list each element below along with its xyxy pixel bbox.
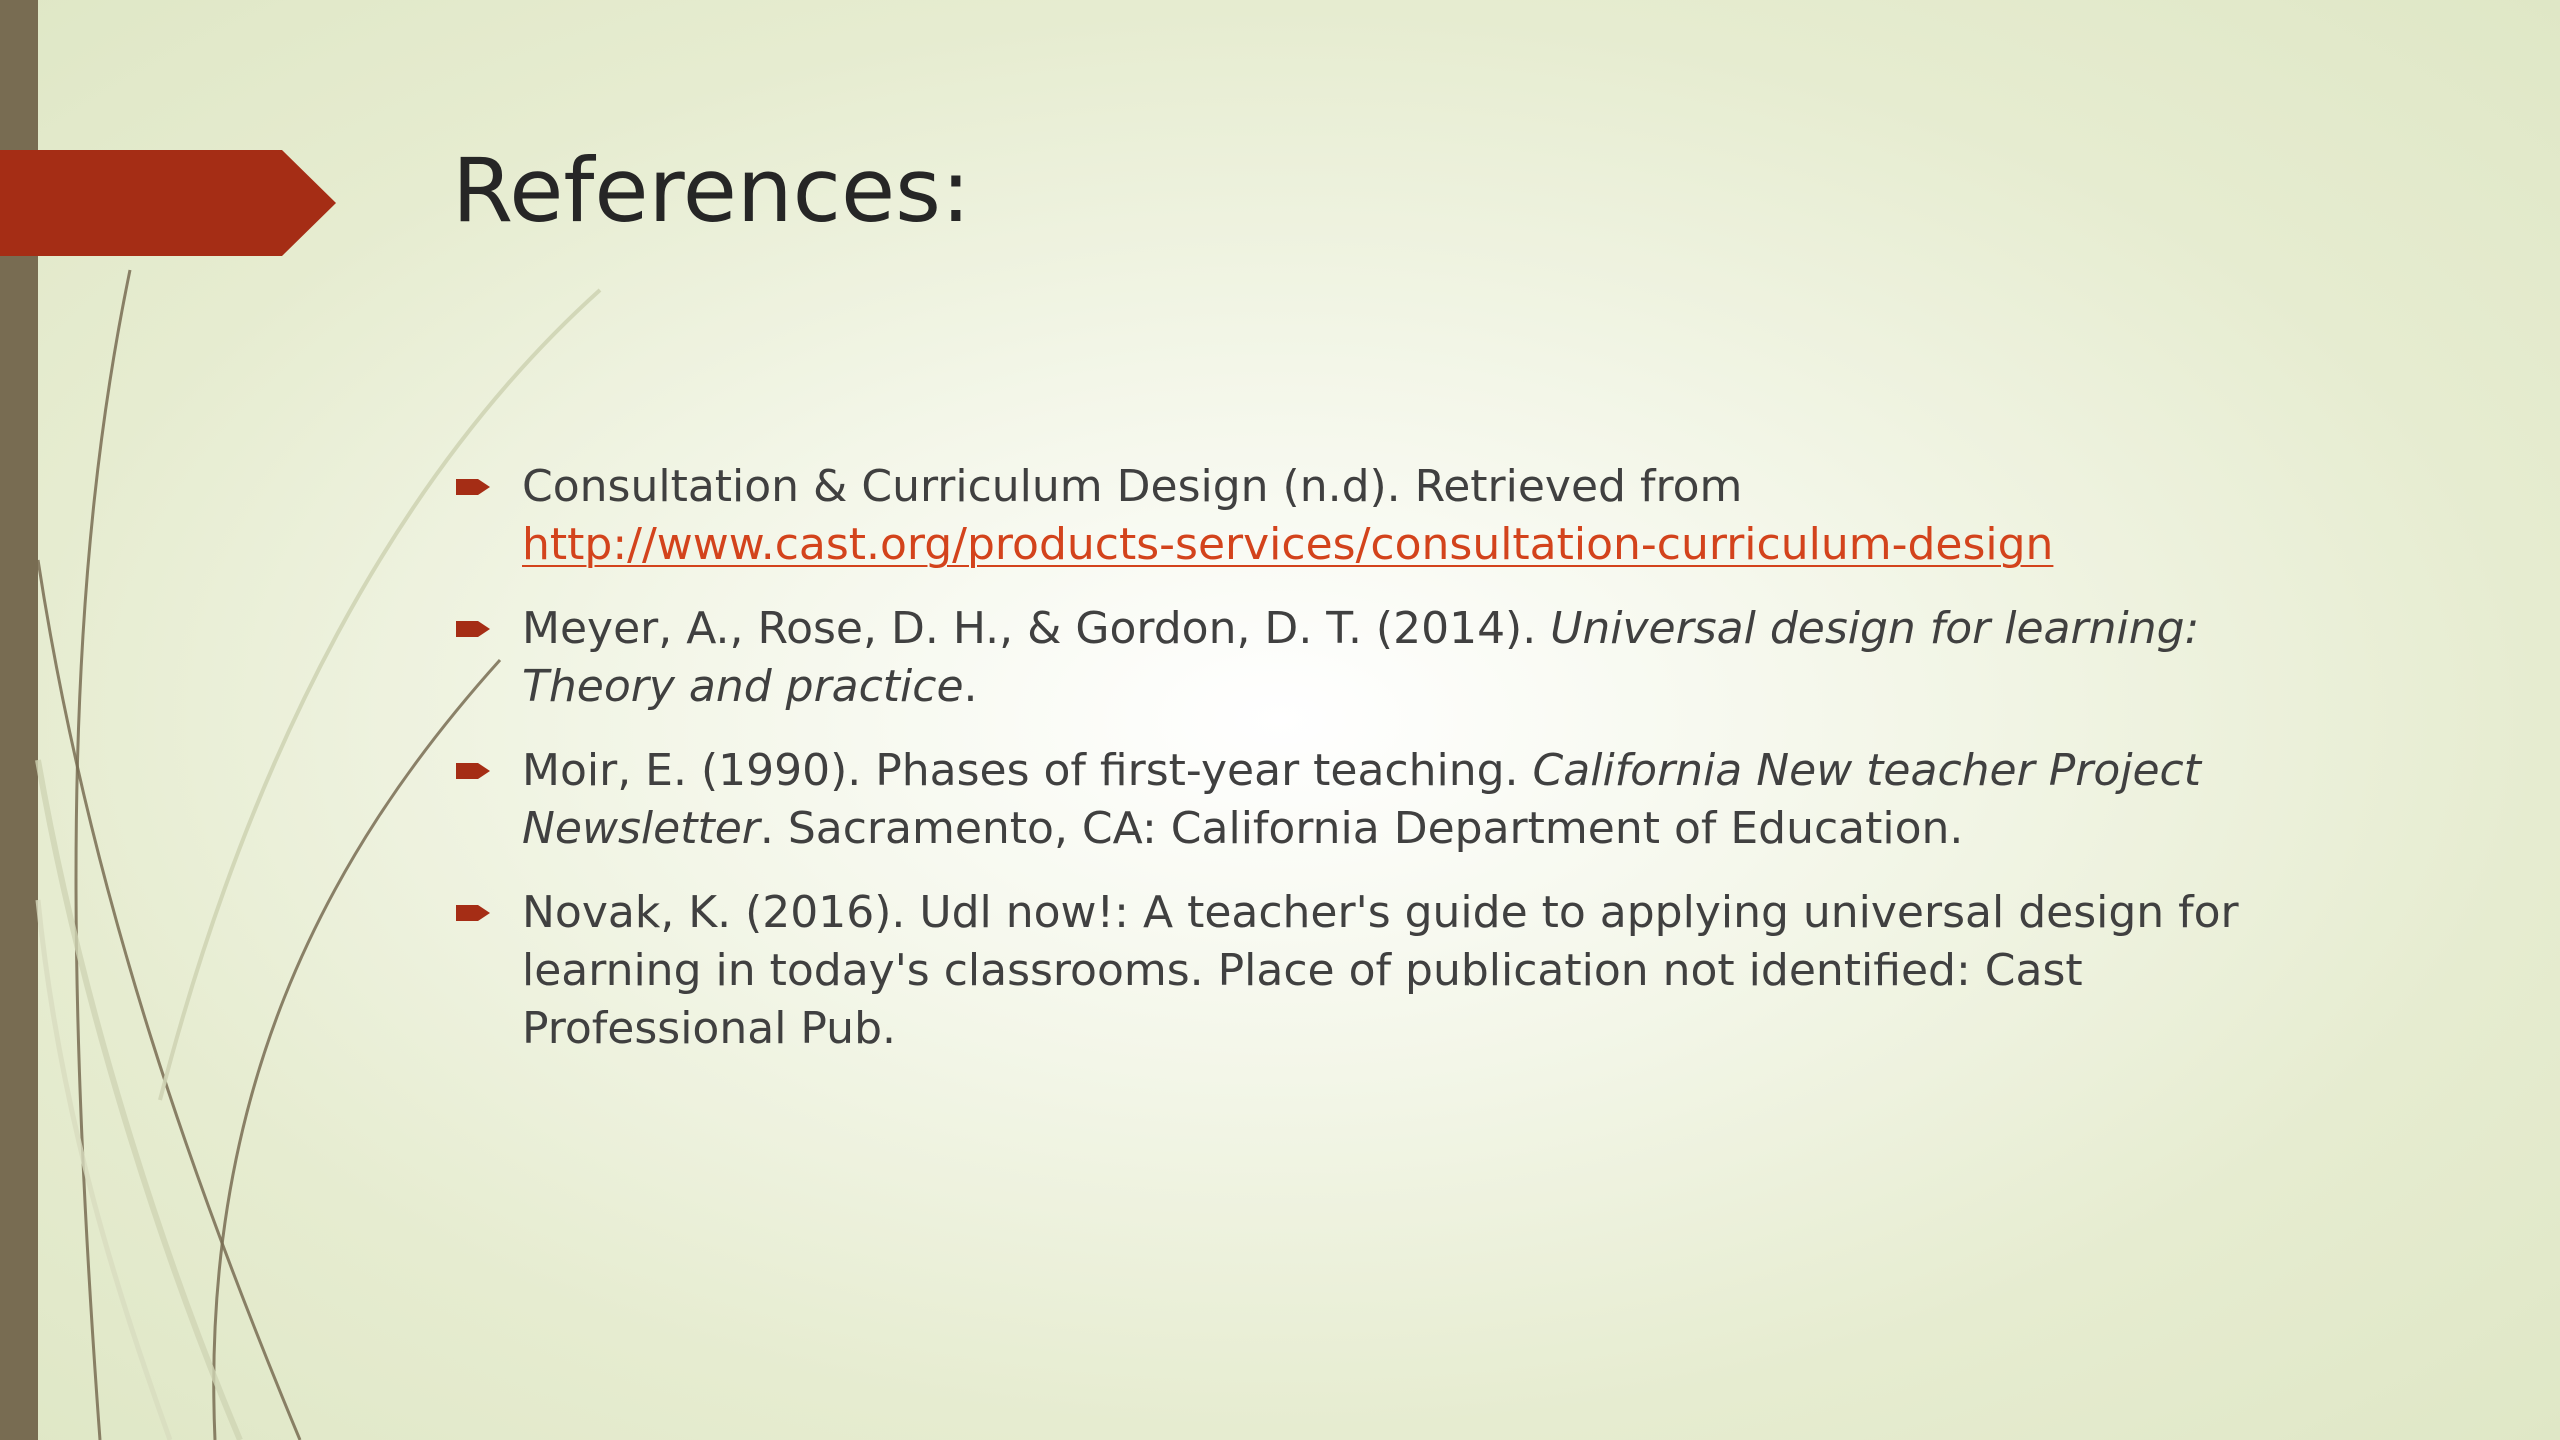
reference-text: Consultation & Curriculum Design (n.d). Retrieved from [522, 461, 1743, 512]
list-item [452, 458, 2352, 574]
reference-text-after: . [963, 661, 978, 712]
reference-text: Moir, E. (1990). Phases of first-year teaching. [522, 745, 1533, 796]
reference-title-italic: California New teacher Project Newsletter [522, 745, 2201, 854]
references-list [452, 458, 2352, 1084]
arrow-bullet-icon [456, 476, 492, 498]
list-item [452, 884, 2352, 1058]
list-item [452, 742, 2352, 858]
page-title: References: [452, 139, 971, 242]
reference-link[interactable]: http://www.cast.org/products-services/consultation-curriculum-design [522, 519, 2054, 570]
list-item [452, 600, 2352, 716]
reference-title-italic: Universal design for learning: Theory and practice [522, 603, 2200, 712]
reference-text: Meyer, A., Rose, D. H., & Gordon, D. T. (2014). [522, 603, 1551, 654]
reference-text-after: . Sacramento, CA: California Department of Education. [759, 803, 1964, 854]
arrow-bullet-icon [456, 902, 492, 924]
arrow-bullet-icon [456, 618, 492, 640]
reference-text: Novak, K. (2016). Udl now!: A teacher's guide to applying universal design for learning in today's classrooms. Place of publication not identified: Cast Professional Pub. [522, 887, 2239, 1054]
title-arrow-banner [0, 150, 340, 256]
arrow-bullet-icon [456, 760, 492, 782]
